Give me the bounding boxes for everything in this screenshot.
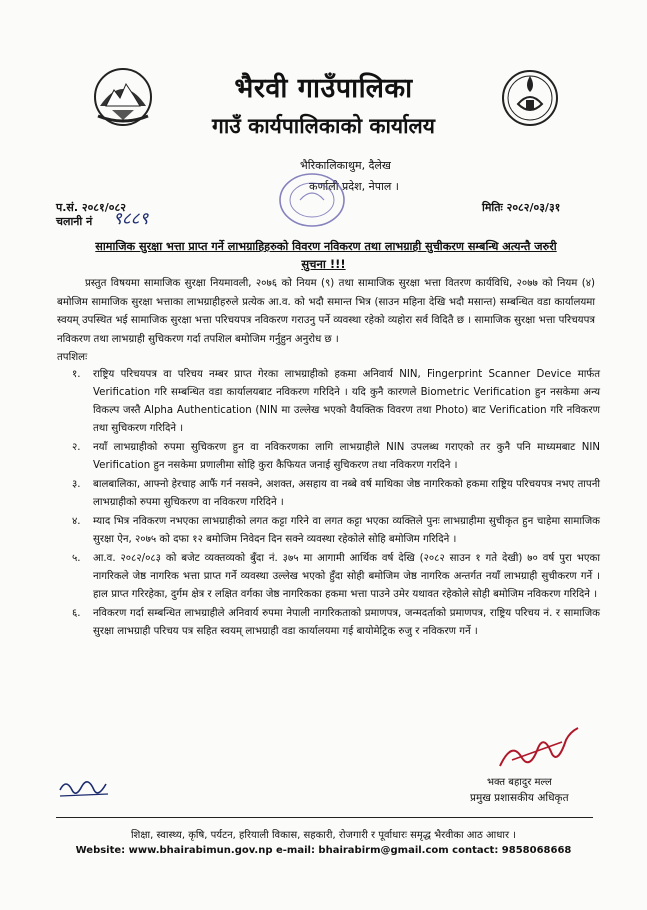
- dispatch-number-handwritten: ९८८९: [113, 209, 149, 229]
- reference-number: प.सं. २०८१/०८२: [56, 201, 126, 214]
- list-item-text: म्याद भित्र नविकरण नभएका लाभग्राहीको लगत कट्टा गरिने वा लगत कट्टा भएका व्यक्तिले पुनः लाभग्राहीमा सुचीकृत हुन चाहेमा सामाजिक सुरक्षा ऐन, २०७५ को दफा १२ बमोजिम निवेदन दिन सक्ने व्यवस्था रहेकोले सोहि बमोजिम गरिदिने ।: [93, 516, 600, 545]
- list-item-text: राष्ट्रिय परिचयपत्र वा परिचय नम्बर प्राप्त गेरका लाभग्राहीको हकमा अनिवार्य NIN, Fingerprint Scanner Device मार्फत Verification गरि सम्बन्धित वडा कार्यालयबाट नविकरण गरिदिने । यदि कुनै कारणले Biometric Verification हुन नसकेमा अन्य विकल्प जस्तै Alpha Authentication (NIN मा उल्लेख भएको वैयक्तिक विवरण तथा Photo) बाट Verification गरि नविकरण तथा सुचिकरण गरिदिने ।: [93, 369, 600, 434]
- letter-date: मितिः २०८२/०३/३१: [482, 201, 561, 214]
- intro-paragraph: प्रस्तुत विषयमा सामाजिक सुरक्षा नियमावली, २०७६ को नियम (९) तथा सामाजिक सुरक्षा भत्ता वितरण कार्यविधि, २०७७ को नियम (४) बमोजिम सामाजिक सुरक्षा भत्ताका लाभग्राहीहरुले प्रत्येक आ.व. को भदौ समान्त भित्र (साउन महिना देखि भदौ मसान्त) सम्बन्धित वडा कार्यालयमा स्वयम् उपस्थित भई सामाजिक सुरक्षा भत्ता परिचयपत्र नविकरण गराउनु पर्ने व्यवस्था रहेको व्यहोरा सर्व विदितै छ । सामाजिक सुरक्षा भत्ता परिचयपत्र नविकरण तथा लाभग्राही सुचिकरण गर्दा तपशिल बमोजिम गर्नुहुन अनुरोध छ ।: [57, 278, 595, 345]
- office-stamp: [276, 170, 348, 230]
- list-item-text: बालबालिका, आफ्नो हेरचाह आफैं गर्न नसक्ने, अशक्त, असहाय वा नब्बे वर्ष माथिका जेष्ठ नागरिकको हकमा राष्ट्रिय परिचयपत्र नभए तापनी लाभग्राहीको रुपमा सुचिकरण वा नविकरण गरिदिने ।: [93, 479, 600, 508]
- notice-heading: सुचना !!!: [301, 257, 346, 271]
- list-item: [60, 550, 600, 604]
- list-item: [60, 366, 600, 438]
- list-item-text: नविकरण गर्दा सम्बन्धित लाभग्राहीले अनिवार्य रुपमा नेपाली नागरिकताको प्रमाणपत्र, जन्मदर्ताको प्रमाणपत्र, राष्ट्रिय परिचय नं. र सामाजिक सुरक्षा लाभग्राही परिचय पत्र सहित स्वयम् लाभग्राही वडा कार्यालयमा गई बायोमेट्रिक रुजु र नविकरण गर्ने ।: [93, 608, 600, 637]
- details-list: [60, 366, 600, 642]
- list-item-number: १.: [72, 369, 81, 380]
- list-item-number: ४.: [72, 516, 81, 527]
- address-line-2: कर्णाली प्रदेश, नेपाल ।: [309, 180, 399, 193]
- office-subtitle: गाउँ कार्यपालिकाको कार्यालय: [212, 113, 435, 138]
- handwritten-initial-icon: [54, 772, 114, 804]
- details-label: तपशिलः: [57, 352, 88, 363]
- footer-slogan: शिक्षा, स्वास्थ्य, कृषि, पर्यटन, हरियाली विकास, सहकारी, रोजगारी र पूर्वाधारः समृद्ध भैरवीका आठ आधार ।: [130, 830, 517, 841]
- list-item: [60, 476, 600, 512]
- subject-line: सामाजिक सुरक्षा भत्ता प्राप्त गर्ने लाभग्राहिहरुको विवरण नविकरण तथा लाभग्राही सुचीकरण सम्बन्धि अत्यन्तै जरुरी: [95, 240, 557, 253]
- footer-divider: [56, 817, 593, 818]
- list-item: [60, 439, 600, 475]
- list-item-number: २.: [72, 442, 81, 453]
- signature-icon: [492, 720, 582, 775]
- list-item-number: ५.: [72, 553, 81, 564]
- signer-name: भक्त बहादुर मल्ल: [487, 777, 552, 788]
- list-item-text: नयाँ लाभग्राहीको रुपमा सुचिकरण हुन वा नविकरणका लागि लाभग्राहीले NIN उपलब्ध गराएको तर कुनै पनि माध्यमबाट NIN Verification हुन नसकेमा प्रणालीमा सोहि कुरा कैफियत जनाई सुचिकरण तथा नविकरण गरदिने ।: [93, 442, 600, 471]
- list-item-number: ३.: [72, 479, 81, 490]
- list-item: [60, 605, 600, 641]
- signer-title: प्रमुख प्रशासकीय अधिकृत: [470, 792, 569, 804]
- footer-contact: Website: www.bhairabimun.gov.np e-mail: bhairabirm@gmail.com contact: 9858068668: [75, 845, 572, 856]
- list-item-number: ६.: [72, 608, 81, 619]
- dispatch-number-label: चलानी नं: [56, 215, 93, 228]
- address-line-1: भैरिकालिकाथुम, दैलेख: [300, 159, 391, 172]
- municipality-title: भैरवी गाउँपालिका: [234, 73, 413, 104]
- list-item-text: आ.व. २०८२/०८३ को बजेट व्यक्तव्यको बुँदा नं. ३७५ मा आगामी आर्थिक वर्ष देखि (२०८२ साउन १ गते देखी) ७० वर्ष पुरा भएका नागरिकले जेष्ठ नागरिक भत्ता प्राप्त गर्ने व्यवस्था उल्लेख भएको हुँदा सोही बमोजिम जेष्ठ नागरिक अन्तर्गत नयाँ लाभग्राही सुचीकरण गर्ने । हाल प्राप्त गरिरहेका, दुर्गम क्षेत्र र लक्षित वर्गका जेष्ठ नागरिकका हकमा भत्ता पाउने उमेर यथावत रहेकोले सोही बमोजिम नविकरण गरिदिने ।: [93, 553, 600, 600]
- list-item: [60, 513, 600, 549]
